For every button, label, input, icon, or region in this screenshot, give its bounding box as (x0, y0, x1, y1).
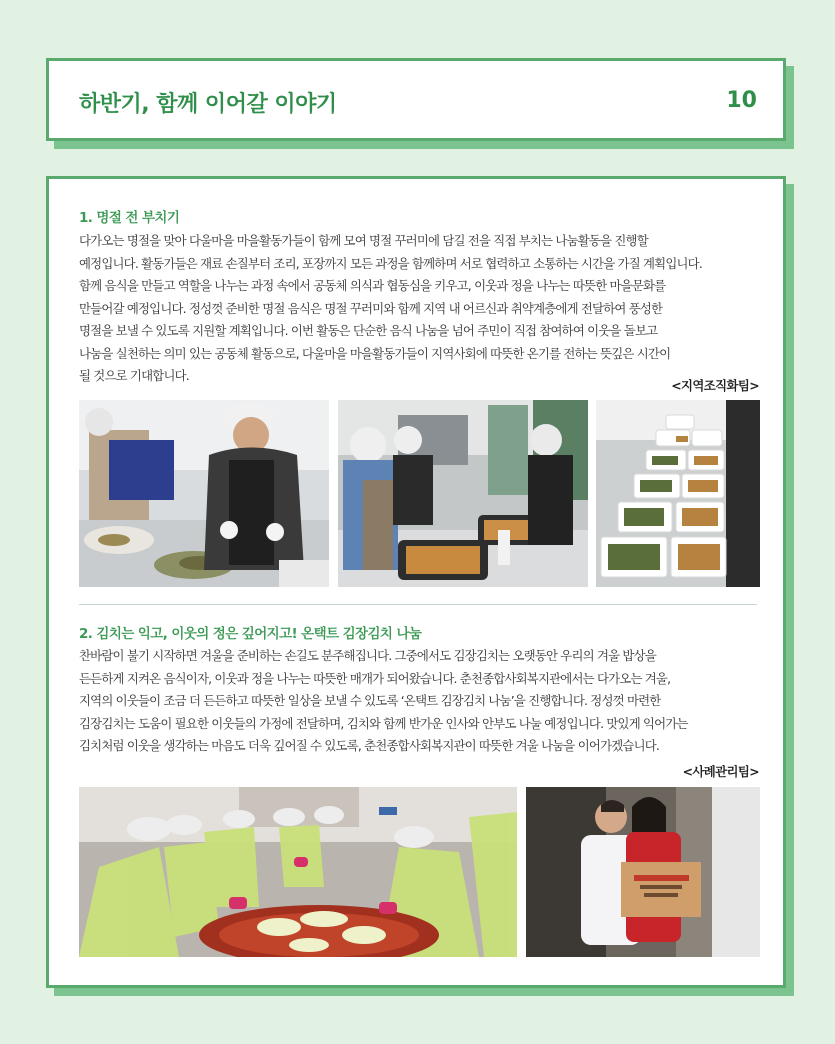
section2-team-credit: <사례관리팀> (682, 764, 759, 779)
photo-kimchi-making (79, 787, 517, 957)
section2-body (79, 645, 763, 758)
photo-cooking-jeon (79, 400, 329, 587)
section2-line: 든든하게 지켜온 음식이자, 이웃과 정을 나누는 따뜻한 매개가 되어왔습니다. 춘천종합사회복지관에서는 다가오는 겨울, (79, 670, 671, 686)
page-header (46, 58, 786, 141)
section1-body (79, 230, 763, 388)
content-panel (46, 176, 786, 988)
photo-food-containers (596, 400, 760, 587)
section1-line: 될 것으로 기대합니다. (79, 368, 189, 383)
section1-heading: 1. 명절 전 부치기 (79, 210, 180, 226)
section1-team-credit: <지역조직화팀> (671, 378, 759, 393)
section2-heading: 2. 김치는 익고, 이웃의 정은 깊어지고! 온택트 김장김치 나눔 (79, 626, 422, 642)
section2-line: 김치처럼 이웃을 생각하는 마음도 더욱 깊어질 수 있도록, 춘천종합사회복지관이 따뜻한 겨울 나눔을 이어가겠습니다. (79, 738, 660, 753)
photo-frying-pans (338, 400, 588, 587)
section1-line: 다가오는 명절을 맞아 다울마을 마을활동가들이 함께 모여 명절 꾸러미에 담길 전을 직접 부치는 나눔활동을 진행할 (79, 233, 648, 248)
section2-line: 지역의 이웃들이 조금 더 든든하고 따뜻한 일상을 보낼 수 있도록 ‘온택트 김장김치 나눔’을 진행합니다. 정성껏 마련한 (79, 693, 661, 708)
section2-line: 찬바람이 불기 시작하면 겨울을 준비하는 손길도 분주해집니다. 그중에서도 김장김치는 오랫동안 우리의 겨울 밥상을 (79, 648, 656, 663)
page-title: 하반기, 함께 이어갈 이야기 (79, 92, 337, 117)
page-number: 10 (726, 88, 757, 113)
section1-line: 명절을 보낼 수 있도록 지원할 계획입니다. 이번 활동은 단순한 음식 나눔을 넘어 주민이 직접 참여하여 이웃을 돌보고 (79, 323, 658, 338)
photo-kimchi-delivery (526, 787, 760, 957)
section1-line: 함께 음식을 만들고 역할을 나누는 과정 속에서 공동체 의식과 협동심을 키우고, 이웃과 정을 나누는 따뜻한 마을문화를 (79, 278, 666, 293)
section-divider (79, 604, 757, 605)
section1-line: 예정입니다. 활동가들은 재료 손질부터 조리, 포장까지 모든 과정을 함께하며 서로 협력하고 소통하는 시간을 가질 계획입니다. (79, 255, 702, 271)
section2-line: 김장김치는 도움이 필요한 이웃들의 가정에 전달하며, 김치와 함께 반가운 인사와 안부도 나눌 예정입니다. 맛있게 익어가는 (79, 715, 688, 731)
section1-line: 만들어갈 예정입니다. 정성껏 준비한 명절 음식은 명절 꾸러미와 함께 지역 내 어르신과 취약계층에게 전달하여 풍성한 (79, 300, 663, 316)
section1-line: 나눔을 실천하는 의미 있는 공동체 활동으로, 다울마을 마을활동가들이 지역사회에 따뜻한 온기를 전하는 뜻깊은 시간이 (79, 345, 671, 361)
